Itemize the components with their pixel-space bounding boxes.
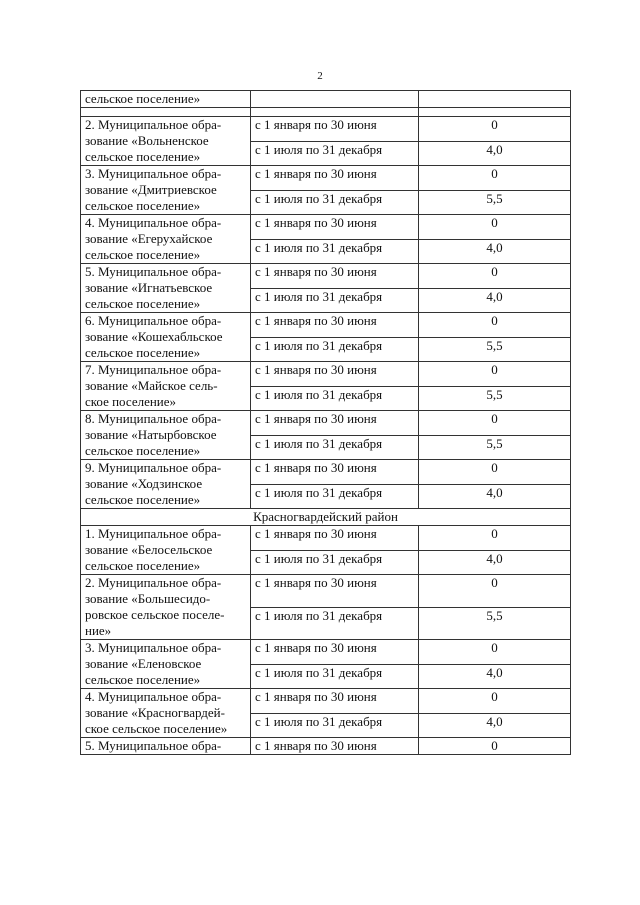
- settlement-name-line: ское поселение»: [85, 394, 177, 409]
- settlement-name-line: зование «Игнатьевское: [85, 280, 213, 295]
- settlement-name-line: 5. Муниципальное обра-: [85, 264, 222, 279]
- settlement-name-line: зование «Красногвардей-: [85, 705, 225, 720]
- rates-table: [80, 90, 571, 755]
- rate-first-half: 0: [419, 689, 571, 714]
- settlement-name-line: зование «Большесидо-: [85, 591, 211, 606]
- period-first-half: с 1 января по 30 июня: [251, 738, 419, 755]
- period-first-half: с 1 января по 30 июня: [251, 460, 419, 485]
- rate-first-half: 0: [419, 264, 571, 289]
- settlement-name: [81, 313, 251, 362]
- table-row: [81, 166, 571, 191]
- settlement-name-line: ское сельское поселение»: [85, 721, 228, 736]
- district-heading: Красногвардейский район: [81, 509, 571, 526]
- period-second-half: с 1 июля по 31 декабря: [251, 713, 419, 738]
- table-row: [81, 215, 571, 240]
- table-row: [81, 264, 571, 289]
- period-first-half: с 1 января по 30 июня: [251, 215, 419, 240]
- settlement-name-line: 2. Муниципальное обра-: [85, 575, 222, 590]
- rate-second-half: 5,5: [419, 435, 571, 460]
- period-first-half: с 1 января по 30 июня: [251, 313, 419, 338]
- settlement-name-line: зование «Дмитриевское: [85, 182, 217, 197]
- settlement-name: 5. Муниципальное обра-: [81, 738, 251, 755]
- rate-first-half: 0: [419, 738, 571, 755]
- settlement-name-line: зование «Белосельское: [85, 542, 213, 557]
- settlement-name: [81, 362, 251, 411]
- period-first-half: с 1 января по 30 июня: [251, 575, 419, 608]
- table-row: [81, 117, 571, 142]
- rate-first-half: 0: [419, 362, 571, 387]
- period-first-half: с 1 января по 30 июня: [251, 689, 419, 714]
- settlement-name-line: 9. Муниципальное обра-: [85, 460, 222, 475]
- table-row: [81, 362, 571, 387]
- period-second-half: с 1 июля по 31 декабря: [251, 607, 419, 640]
- settlement-name-line: 4. Муниципальное обра-: [85, 215, 222, 230]
- rate-first-half: 0: [419, 526, 571, 551]
- settlement-name-line: сельское поселение»: [85, 149, 201, 164]
- table-row: [81, 738, 571, 755]
- settlement-name-line: сельское поселение»: [85, 492, 201, 507]
- table-row: [81, 460, 571, 485]
- table-row: [81, 689, 571, 714]
- period-first-half: с 1 января по 30 июня: [251, 117, 419, 142]
- rate-cell: [419, 91, 571, 108]
- period-second-half: с 1 июля по 31 декабря: [251, 337, 419, 362]
- period-second-half: с 1 июля по 31 декабря: [251, 550, 419, 575]
- settlement-name-line: сельское поселение»: [85, 198, 201, 213]
- settlement-name-line: зование «Майское сель-: [85, 378, 218, 393]
- table-row: [81, 575, 571, 608]
- settlement-name: [81, 411, 251, 460]
- rate-first-half: 0: [419, 640, 571, 665]
- table-row: [81, 640, 571, 665]
- settlement-name: [81, 264, 251, 313]
- settlement-name-line: 4. Муниципальное обра-: [85, 689, 222, 704]
- settlement-name-line: 3. Муниципальное обра-: [85, 166, 222, 181]
- settlement-name-line: зование «Егерухайское: [85, 231, 213, 246]
- settlement-name-line: зование «Ходзинское: [85, 476, 203, 491]
- period-second-half: с 1 июля по 31 декабря: [251, 288, 419, 313]
- period-first-half: с 1 января по 30 июня: [251, 166, 419, 191]
- period-first-half: с 1 января по 30 июня: [251, 362, 419, 387]
- rate-first-half: 0: [419, 313, 571, 338]
- rate-second-half: 5,5: [419, 386, 571, 411]
- rate-second-half: 4,0: [419, 239, 571, 264]
- settlement-name-line: зование «Натырбовское: [85, 427, 217, 442]
- rate-first-half: 0: [419, 117, 571, 142]
- rate-second-half: 5,5: [419, 190, 571, 215]
- settlement-name: [81, 640, 251, 689]
- rate-second-half: 4,0: [419, 288, 571, 313]
- settlement-name-line: ние»: [85, 623, 112, 638]
- settlement-name-line: ровское сельское поселе-: [85, 607, 225, 622]
- rate-first-half: 0: [419, 575, 571, 608]
- settlement-name-line: 6. Муниципальное обра-: [85, 313, 222, 328]
- settlement-name-line: 1. Муниципальное обра-: [85, 526, 222, 541]
- settlement-name-line: 8. Муниципальное обра-: [85, 411, 222, 426]
- rate-second-half: 5,5: [419, 607, 571, 640]
- rate-first-half: 0: [419, 166, 571, 191]
- settlement-name-line: зование «Вольненское: [85, 133, 209, 148]
- period-second-half: с 1 июля по 31 декабря: [251, 141, 419, 166]
- settlement-name-line: сельское поселение»: [85, 443, 201, 458]
- table-row: [81, 411, 571, 436]
- period-second-half: с 1 июля по 31 декабря: [251, 484, 419, 509]
- settlement-name-line: 7. Муниципальное обра-: [85, 362, 222, 377]
- rate-second-half: 4,0: [419, 141, 571, 166]
- rate-first-half: 0: [419, 460, 571, 485]
- period-first-half: с 1 января по 30 июня: [251, 264, 419, 289]
- period-second-half: с 1 июля по 31 декабря: [251, 386, 419, 411]
- settlement-name-line: сельское поселение»: [85, 672, 201, 687]
- period-second-half: с 1 июля по 31 декабря: [251, 190, 419, 215]
- settlement-name: сельское поселение»: [81, 91, 251, 108]
- settlement-name-line: сельское поселение»: [85, 345, 201, 360]
- settlement-name: [81, 117, 251, 166]
- period-cell: [251, 91, 419, 108]
- settlement-name-line: сельское поселение»: [85, 296, 201, 311]
- period-first-half: с 1 января по 30 июня: [251, 526, 419, 551]
- settlement-name-line: зование «Кошехабльское: [85, 329, 223, 344]
- table-row: [81, 313, 571, 338]
- page-number: 2: [317, 70, 323, 82]
- table-row: [81, 91, 571, 108]
- settlement-name-line: сельское поселение»: [85, 247, 201, 262]
- settlement-name: [81, 215, 251, 264]
- rate-second-half: 5,5: [419, 337, 571, 362]
- settlement-name-line: 2. Муниципальное обра-: [85, 117, 222, 132]
- rate-second-half: 4,0: [419, 713, 571, 738]
- period-second-half: с 1 июля по 31 декабря: [251, 435, 419, 460]
- settlement-name: [81, 575, 251, 640]
- settlement-name-line: 3. Муниципальное обра-: [85, 640, 222, 655]
- period-second-half: с 1 июля по 31 декабря: [251, 239, 419, 264]
- settlement-name-line: зование «Еленовское: [85, 656, 202, 671]
- rate-second-half: 4,0: [419, 550, 571, 575]
- period-first-half: с 1 января по 30 июня: [251, 640, 419, 665]
- settlement-name: [81, 166, 251, 215]
- settlement-name-line: сельское поселение»: [85, 558, 201, 573]
- rate-first-half: 0: [419, 215, 571, 240]
- settlement-name: [81, 460, 251, 509]
- rate-second-half: 4,0: [419, 484, 571, 509]
- settlement-name: [81, 526, 251, 575]
- table-row: [81, 526, 571, 551]
- table-row: [81, 509, 571, 526]
- rate-first-half: 0: [419, 411, 571, 436]
- period-second-half: с 1 июля по 31 декабря: [251, 664, 419, 689]
- settlement-name: [81, 689, 251, 738]
- rate-second-half: 4,0: [419, 664, 571, 689]
- period-first-half: с 1 января по 30 июня: [251, 411, 419, 436]
- table-row: [81, 108, 571, 117]
